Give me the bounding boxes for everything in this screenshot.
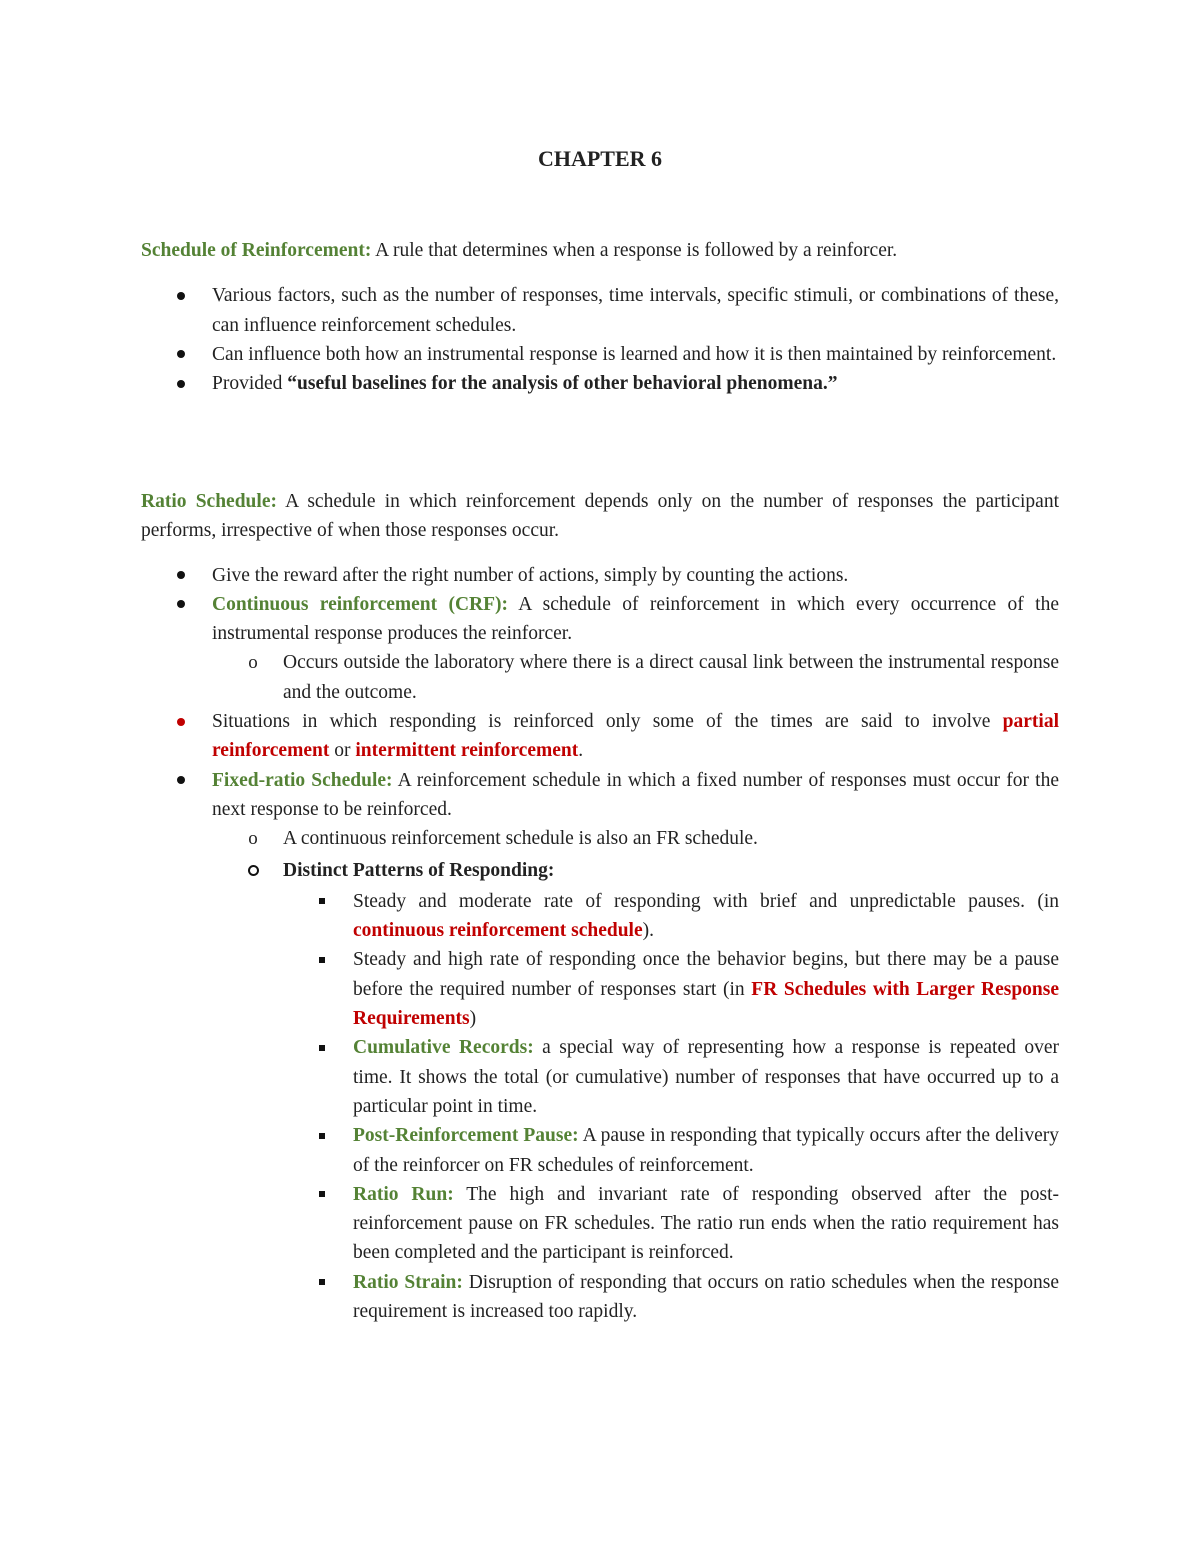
square-bullet-icon bbox=[315, 945, 329, 974]
term-cumulative-records: Cumulative Records: bbox=[353, 1037, 534, 1059]
definition-paragraph bbox=[141, 487, 1059, 546]
list-item bbox=[141, 766, 1059, 825]
square-bullet-icon bbox=[315, 887, 329, 916]
list-item-text: Situations in which responding is reinforced only some of the times are said to involve bbox=[212, 711, 1003, 733]
definition-text: A rule that determines when a response is followed by a reinforcer. bbox=[371, 240, 898, 261]
term-partial-reinforcement: partial reinforcement bbox=[212, 711, 1059, 762]
term-fixed-ratio: Fixed-ratio Schedule: bbox=[212, 769, 393, 791]
list-item bbox=[141, 369, 1059, 398]
term-fr-larger-requirements: FR Schedules with Larger Response Requirements bbox=[353, 978, 1060, 1030]
bullet-icon bbox=[174, 340, 188, 369]
list-item-text: A schedule of reinforcement in which every occurrence of the instrumental response produces the reinforcer. bbox=[212, 593, 1059, 645]
list-item bbox=[141, 340, 1059, 369]
pattern-text: a special way of representing how a response is repeated over time. It shows the total (or cumulative) number of responses that have occurred up to a particular point in time. bbox=[353, 1037, 1059, 1117]
term-post-reinforcement-pause: Post-Reinforcement Pause: bbox=[353, 1125, 579, 1147]
bullet-list bbox=[141, 707, 1059, 824]
square-bullet-icon bbox=[315, 1268, 329, 1297]
sub-list-item bbox=[141, 856, 1059, 885]
list-item-text: Provided bbox=[212, 373, 288, 395]
bold-hollow-bullet-icon bbox=[245, 856, 261, 885]
pattern-text: Steady and moderate rate of responding with brief and unpredictable pauses. (in bbox=[353, 890, 1059, 912]
pattern-end-text: ). bbox=[642, 920, 654, 942]
pattern-text: Disruption of responding that occurs on ratio schedules when the response requirement is increased too rapidly. bbox=[353, 1271, 1059, 1323]
pattern-item bbox=[141, 1268, 1059, 1327]
list-item-text: A reinforcement schedule in which a fixed number of responses must occur for the next response to be reinforced. bbox=[212, 769, 1059, 820]
list-item bbox=[141, 707, 1059, 766]
quote-emphasis: “useful baselines for the analysis of other behavioral phenomena.” bbox=[287, 373, 838, 395]
connector-text: or bbox=[329, 740, 356, 762]
definition-paragraph bbox=[141, 236, 1059, 265]
hollow-bullet-icon: o bbox=[248, 828, 258, 850]
sub-list-item bbox=[141, 648, 1059, 707]
term-ratio-schedule: Ratio Schedule: bbox=[141, 491, 277, 512]
square-bullet-icon bbox=[315, 1033, 329, 1062]
list-item bbox=[141, 561, 1059, 590]
pattern-text: A pause in responding that typically occurs after the delivery of the reinforcer on FR schedules of reinforcement. bbox=[353, 1125, 1059, 1176]
bullet-icon bbox=[174, 281, 188, 310]
hollow-bullet-icon: o bbox=[248, 652, 258, 674]
section-schedule-of-reinforcement bbox=[141, 236, 1059, 398]
sub-item-text: Occurs outside the laboratory where there is a direct causal link between the instrumental response and the outcome. bbox=[283, 652, 1059, 703]
list-item bbox=[141, 590, 1059, 649]
term-continuous-schedule: continuous reinforcement schedule bbox=[353, 920, 643, 942]
definition-text: A schedule in which reinforcement depends only on the number of responses the participant performs, irrespective of when those responses occur. bbox=[141, 491, 1059, 542]
bullet-icon bbox=[174, 766, 188, 795]
pattern-text: The high and invariant rate of responding observed after the post-reinforcement pause on FR schedules. The ratio run ends when the ratio requirement has been completed and the participant is reinforced. bbox=[353, 1183, 1059, 1264]
pattern-item bbox=[141, 945, 1059, 1033]
term-schedule-of-reinforcement: Schedule of Reinforcement: bbox=[141, 240, 372, 261]
period-text: . bbox=[578, 740, 584, 762]
bullet-list bbox=[141, 281, 1059, 398]
sub-item-text: A continuous reinforcement schedule is also an FR schedule. bbox=[283, 828, 758, 850]
list-item-text: Various factors, such as the number of responses, time intervals, specific stimuli, or combinations of these, can influence reinforcement schedules. bbox=[212, 285, 1059, 336]
term-crf: Continuous reinforcement (CRF): bbox=[212, 593, 509, 615]
term-ratio-strain: Ratio Strain: bbox=[353, 1271, 463, 1293]
sub-heading-distinct-patterns: Distinct Patterns of Responding: bbox=[283, 859, 555, 881]
pattern-end-text: ) bbox=[469, 1008, 477, 1030]
bullet-list bbox=[141, 561, 1059, 649]
section-ratio-schedule bbox=[141, 487, 1059, 1326]
list-item bbox=[141, 281, 1059, 340]
pattern-item bbox=[141, 887, 1059, 946]
bullet-icon bbox=[174, 561, 188, 590]
list-item-text: Can influence both how an instrumental response is learned and how it is then maintained by reinforcement. bbox=[212, 343, 1057, 365]
square-bullet-icon bbox=[315, 1121, 329, 1150]
pattern-item bbox=[141, 1033, 1059, 1121]
chapter-title: CHAPTER 6 bbox=[537, 146, 663, 171]
pattern-text: Steady and high rate of responding once the behavior begins, but there may be a pause before the required number of responses start (in bbox=[353, 949, 1059, 1000]
term-intermittent-reinforcement: intermittent reinforcement bbox=[355, 740, 579, 762]
red-bullet-icon bbox=[174, 707, 188, 736]
term-ratio-run: Ratio Run: bbox=[353, 1183, 454, 1205]
square-bullet-icon bbox=[315, 1180, 329, 1209]
pattern-item bbox=[141, 1121, 1059, 1180]
bullet-icon bbox=[174, 369, 188, 398]
pattern-item bbox=[141, 1180, 1059, 1268]
sub-list-item bbox=[141, 824, 1059, 853]
bullet-icon bbox=[174, 590, 188, 619]
list-item-text: Give the reward after the right number of actions, simply by counting the actions. bbox=[212, 564, 849, 586]
